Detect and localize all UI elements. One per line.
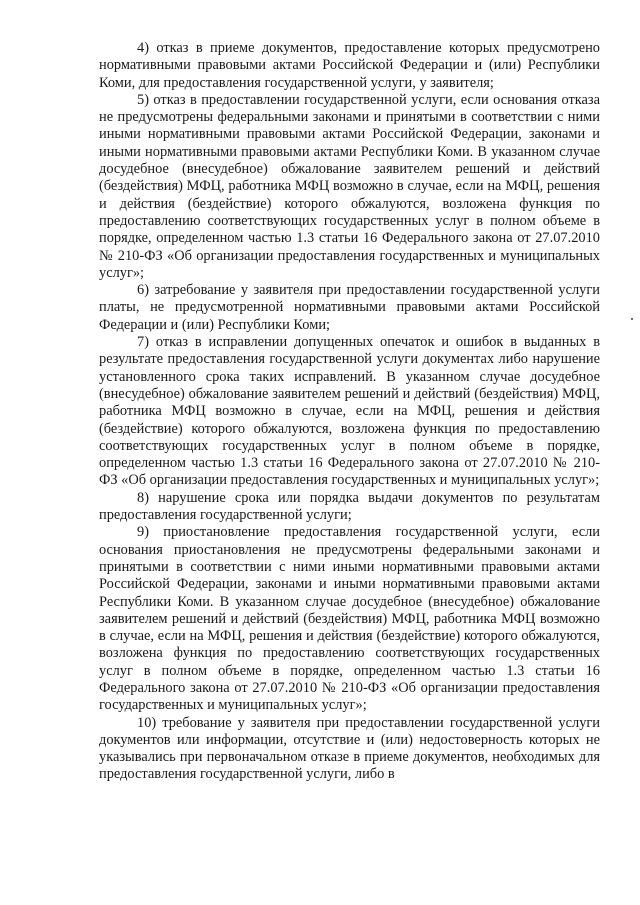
- paragraph-item-4: 4) отказ в приеме документов, предоставление которых предусмотрено нормативными правовыми актами Российской Федерации и (или) Республики Коми, для предоставления государственной услуги, у заявителя;: [99, 40, 600, 91]
- scan-speck: [631, 318, 633, 320]
- paragraph-item-5: 5) отказ в предоставлении государственной услуги, если основания отказа не предусмотрены федеральными законами и принятыми в соответствии с ними иными нормативными правовыми актами Российской Федерации, законами и иными нормативными правовыми актами Республики Коми. В указанном случае досудебное (внесудебное) обжалование заявителем решений и действий (бездействия) МФЦ, работника МФЦ возможно в случае, если на МФЦ, решения и действия (бездействие) которого обжалуются, возложена функция по предоставлению соответствующих государственных услуг в полном объеме в порядке, определенном частью 1.3 статьи 16 Федерального закона от 27.07.2010 № 210-ФЗ «Об организации предоставления государственных и муниципальных услуг»;: [99, 91, 600, 281]
- paragraph-item-7: 7) отказ в исправлении допущенных опечаток и ошибок в выданных в результате предоставления государственной услуги документах либо нарушение установленного срока таких исправлений. В указанном случае досудебное (внесудебное) обжалование заявителем решений и действий (бездействия) МФЦ, работника МФЦ возможно в случае, если на МФЦ, решения и действия (бездействие) которого обжалуются, возложена функция по предоставлению соответствующих государственных услуг в полном объеме в порядке, определенном частью 1.3 статьи 16 Федерального закона от 27.07.2010 № 210-ФЗ «Об организации предоставления государственных и муниципальных услуг»;: [99, 334, 600, 489]
- paragraph-item-9: 9) приостановление предоставления государственной услуги, если основания приостановления не предусмотрены федеральными законами и принятыми в соответствии с ними иными нормативными правовыми актами Российской Федерации, законами и иными нормативными правовыми актами Республики Коми. В указанном случае досудебное (внесудебное) обжалование заявителем решений и действий (бездействия) МФЦ, работника МФЦ возможно в случае, если на МФЦ, решения и действия (бездействие) которого обжалуются, возложена функция по предоставлению соответствующих государственных услуг в полном объеме в порядке, определенном частью 1.3 статьи 16 Федерального закона от 27.07.2010 № 210-ФЗ «Об организации предоставления государственных и муниципальных услуг»;: [99, 524, 600, 714]
- paragraph-item-6: 6) затребование у заявителя при предоставлении государственной услуги платы, не предусмотренной нормативными правовыми актами Российской Федерации и (или) Республики Коми;: [99, 282, 600, 333]
- paragraph-item-10: 10) требование у заявителя при предоставлении государственной услуги документов или информации, отсутствие и (или) недостоверность которых не указывались при первоначальном отказе в приеме документов, необходимых для предоставления государственной услуги, либо в: [99, 714, 600, 783]
- paragraph-item-8: 8) нарушение срока или порядка выдачи документов по результатам предоставления государственной услуги;: [99, 489, 600, 524]
